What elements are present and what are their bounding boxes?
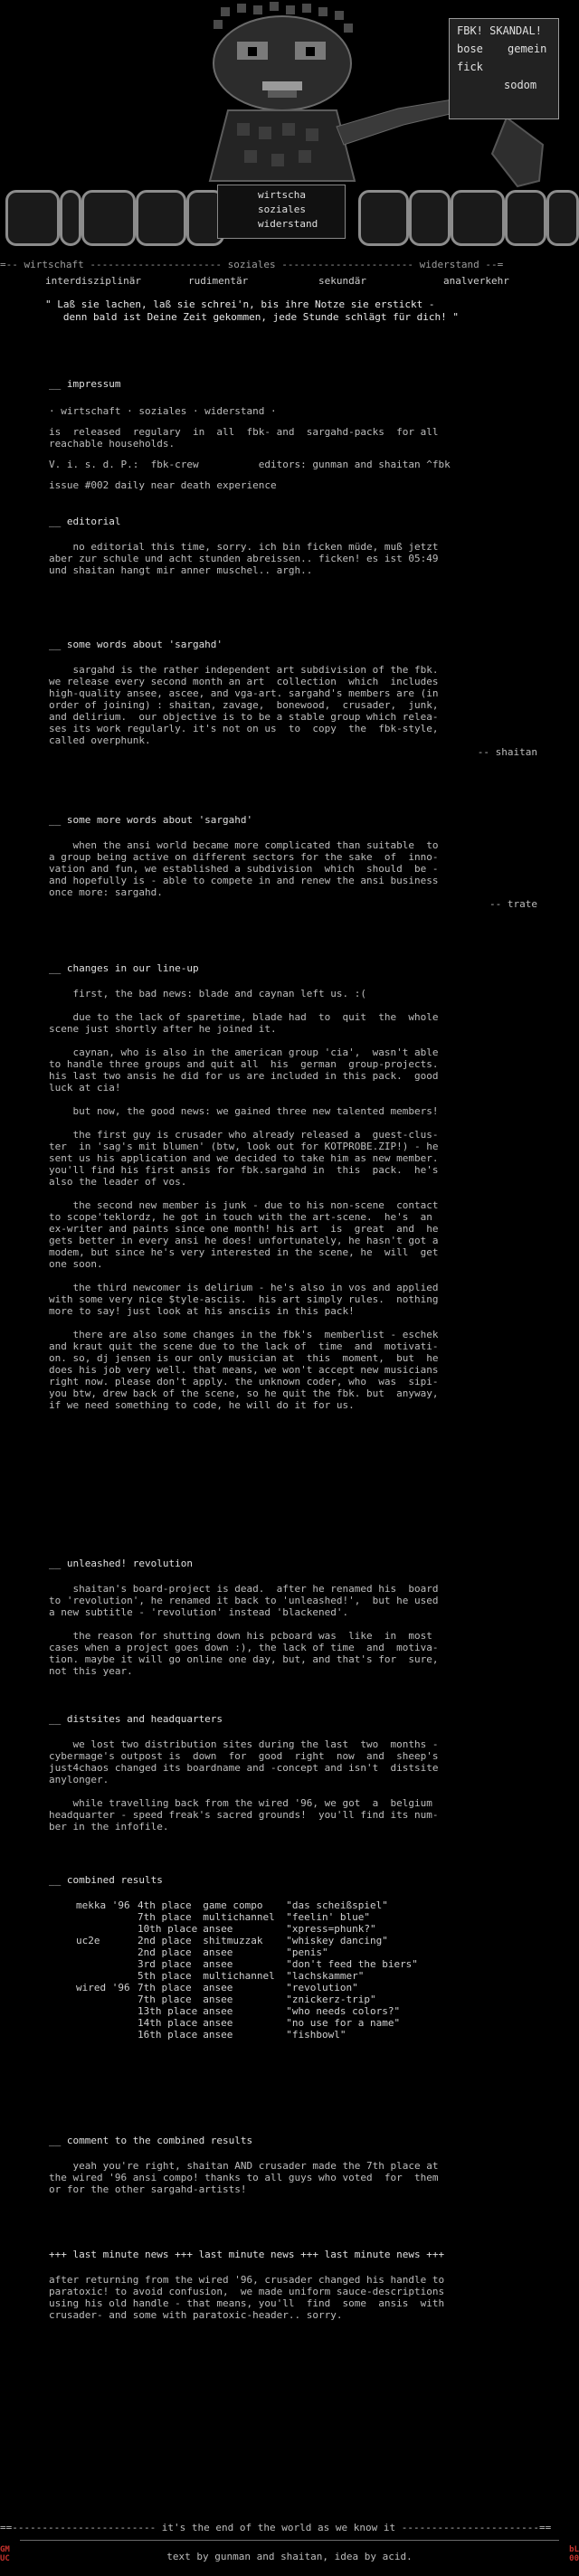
result-title: "who needs colors?" <box>286 2005 401 2017</box>
signature: -- shaitan <box>477 746 537 758</box>
last-minute-text: after returning from the wired '96, crusader changed his handle to paratoxic! to avoid confusion, we made uniform sauce-descriptions using his old handle - that means, you'll find some ansis with crusader- and some with paratoxic-header.. sorry. <box>49 2274 445 2321</box>
section-some-more-words <box>49 814 537 910</box>
result-place: 4th place <box>138 1899 192 1911</box>
section-combined-results <box>49 1874 537 2041</box>
unleashed-para: the reason for shutting down his pcboard was like in most cases when a project goes down :), the lack of time and motiva- tion. maybe it will go online one day, but, and that's for sure, not this year. <box>49 1630 439 1677</box>
result-compo: wired '96 <box>76 1982 130 1994</box>
section-title: __ some more words about 'sargahd' <box>49 814 253 826</box>
unleashed-para: shaitan's board-project is dead. after he renamed his board to 'revolution', he renamed it back to 'unleashed!', but he used a new subtitle - 'revolution' instead 'blackened'. <box>49 1583 439 1618</box>
result-category: ansee <box>203 1923 233 1935</box>
section-title: __ changes in our line-up <box>49 962 199 974</box>
section-title: __ distsites and headquarters <box>49 1713 223 1725</box>
corner-tag-left <box>0 2545 10 2563</box>
result-category: ansee <box>203 2017 233 2029</box>
result-category: ansee <box>203 2029 233 2041</box>
result-category: multichannel <box>203 1911 275 1923</box>
center-sign <box>217 185 346 239</box>
sign-line: gemein <box>508 43 547 55</box>
result-title: "revolution" <box>286 1982 358 1994</box>
section-distsites <box>49 1713 537 1833</box>
result-row <box>76 1958 423 1970</box>
result-compo <box>76 2029 138 2041</box>
result-title: "znickerz-trip" <box>286 1994 376 2005</box>
section-title: __ unleashed! revolution <box>49 1558 193 1569</box>
section-lineup <box>49 962 537 1411</box>
result-category: ansee <box>203 2005 233 2017</box>
result-category: multichannel <box>203 1970 275 1982</box>
result-compo <box>76 1911 138 1923</box>
result-title: "penis" <box>286 1946 328 1958</box>
result-title: "don't feed the biers" <box>286 1958 418 1970</box>
result-place: 3rd place <box>138 1958 192 1970</box>
lineup-para: there are also some changes in the fbk's memberlist - eschek and kraut quit the scene due to the lack of time and motivati- on. so, dj jensen is our only musician at this moment, but he does his job very well. that means, we won't accept new musicians right now. please don't apply. the unknown coder, who was sipi- you btw, drew back of the scene, so he quit the fbk. but anyway, if we need something to code, he will do it for us. <box>49 1329 439 1411</box>
sign-line: fick <box>457 61 483 73</box>
center-sign-line: soziales <box>258 204 306 215</box>
result-row <box>76 2005 423 2017</box>
center-sign-line: widerstand <box>258 218 318 230</box>
category-label: sekundär <box>318 275 366 287</box>
result-compo <box>76 2005 138 2017</box>
section-title: +++ last minute news +++ last minute news +++ last minute news +++ <box>49 2249 445 2260</box>
corner-text: 00 <box>569 2554 579 2563</box>
footer-credits: text by gunman and shaitan, idea by acid. <box>166 2551 413 2562</box>
result-title: "whiskey dancing" <box>286 1935 388 1946</box>
category-label: interdisziplinär <box>45 275 141 287</box>
result-category: shitmuzzak <box>203 1935 263 1946</box>
result-place: 13th place <box>138 2005 198 2017</box>
corner-tag-right <box>569 2545 579 2563</box>
sign-line: FBK! SKANDAL! <box>457 24 542 37</box>
corner-text: bL <box>569 2545 579 2554</box>
some-more-words-text: when the ansi world became more complicated than suitable to a group being active on different sectors for the sake of inno- vation and fun, we established a subdivision which should be - and hopefully is - able to compete in and renew the ansi business once more: sargahd. <box>49 839 439 898</box>
result-title: "fishbowl" <box>286 2029 346 2041</box>
result-row <box>76 2017 423 2029</box>
sign-line: sodom <box>504 79 537 91</box>
result-row <box>76 1923 423 1935</box>
result-category: ansee <box>203 1982 233 1994</box>
section-last-minute <box>49 2249 537 2321</box>
result-row <box>76 1946 423 1958</box>
comment-text: yeah you're right, shaitan AND crusader made the 7th place at the wired '96 ansi compo! thanks to all guys who voted for them or for the other sargahd-artists! <box>49 2160 439 2195</box>
footer-end-line: ==------------------------ it's the end of the world as we know it -----------------------== <box>0 2522 552 2533</box>
result-title: "no use for a name" <box>286 2017 401 2029</box>
result-title: "das scheißspiel" <box>286 1899 388 1911</box>
result-compo <box>76 1958 138 1970</box>
result-row <box>76 1899 423 1911</box>
result-place: 7th place <box>138 1911 192 1923</box>
result-row <box>76 1982 423 1994</box>
header-art <box>0 0 579 253</box>
lineup-para: due to the lack of sparetime, blade had to quit the whole scene just shortly after he joined it. <box>49 1011 439 1035</box>
signature: -- trate <box>489 898 537 910</box>
corner-text: UC <box>0 2554 10 2563</box>
category-label: rudimentär <box>188 275 249 287</box>
impressum-line: is released regulary in all fbk- and sargahd-packs for all reachable households. <box>49 426 439 450</box>
lineup-para: but now, the good news: we gained three new talented members! <box>49 1105 439 1117</box>
result-compo <box>76 1923 138 1935</box>
result-row <box>76 1994 423 2005</box>
result-category: ansee <box>203 1946 233 1958</box>
result-place: 2nd place <box>138 1946 192 1958</box>
results-table <box>76 1899 423 2041</box>
result-row <box>76 1970 423 1982</box>
section-comment <box>49 2135 537 2195</box>
some-words-text: sargahd is the rather independent art subdivision of the fbk. we release every second month an art collection which includes high-quality ansee, ascee, and vga-art. sargahd's members are (in order of joining) : shaitan, zavage, bonewood, crusader, junk, and delirium. our objective is to be a stable group which relea- ses its work regularly. it's not on us to copy the fbk-style, called overphunk. <box>49 664 439 746</box>
section-editorial <box>49 516 537 576</box>
result-place: 16th place <box>138 2029 198 2041</box>
distsites-para: we lost two distribution sites during the last two months - cybermage's outpost is down for good right now and sheep's just4chaos changed its boardname and -concept and isn't distsite anylonger. <box>49 1738 439 1785</box>
result-category: game compo <box>203 1899 263 1911</box>
result-title: "lachskammer" <box>286 1970 365 1982</box>
result-compo <box>76 1946 138 1958</box>
corner-text: GM <box>0 2545 10 2554</box>
result-place: 7th place <box>138 1982 192 1994</box>
impressum-line: V. i. s. d. P.: fbk-crew editors: gunman and shaitan ^fbk <box>49 459 451 470</box>
result-compo <box>76 1994 138 2005</box>
center-sign-line: wirtscha <box>258 189 306 201</box>
result-row <box>76 2029 423 2041</box>
result-category: ansee <box>203 1994 233 2005</box>
editorial-text: no editorial this time, sorry. ich bin ficken müde, muß jetzt aber zur schule und acht stunden abreissen.. ficken! es ist 05:49 und shaitan hangt mir anner muschel.. argh.. <box>49 541 439 576</box>
category-label: analverkehr <box>443 275 509 287</box>
distsites-para: while travelling back from the wired '96, we got a belgium headquarter - speed freak's sacred grounds! you'll find its num- ber in the infofile. <box>49 1797 439 1833</box>
result-compo <box>76 2017 138 2029</box>
result-compo: mekka '96 <box>76 1899 130 1911</box>
result-compo <box>76 1970 138 1982</box>
header-quote: " Laß sie lachen, laß sie schrei'n, bis ihre Notze sie erstickt - denn bald ist Deine Zeit gekommen, jede Stunde schlägt für dich! " <box>45 298 459 323</box>
lineup-para: caynan, who is also in the american group 'cia', wasn't able to handle three groups and quit all his german group-projects. his last two ansis he did for us are included in this pack. good luck at cia! <box>49 1046 439 1094</box>
section-title: __ comment to the combined results <box>49 2135 253 2146</box>
section-unleashed <box>49 1558 537 1677</box>
section-some-words <box>49 639 537 758</box>
lineup-para: the second new member is junk - due to his non-scene contact to scope'teklordz, he got in touch with the art-scene. he's an ex-writer and paints since one month! his art is great and he gets better in every ansi he does! unfortunately, he hasn't got a modem, but since he's very interested in the scene, he will get one soon. <box>49 1199 439 1270</box>
footer-divider <box>20 2540 559 2541</box>
result-place: 2nd place <box>138 1935 192 1946</box>
sign-line: bose <box>457 43 483 55</box>
lineup-para: first, the bad news: blade and caynan left us. :( <box>49 988 367 999</box>
result-title: "xpress=phunk?" <box>286 1923 376 1935</box>
impressum-line: issue #002 daily near death experience <box>49 479 277 491</box>
result-place: 14th place <box>138 2017 198 2029</box>
result-compo: uc2e <box>76 1935 100 1946</box>
impressum-line: · wirtschaft · soziales · widerstand · <box>49 405 277 417</box>
result-row <box>76 1911 423 1923</box>
header-rule: =-- wirtschaft ---------------------- soziales ---------------------- widerstand --= <box>0 259 504 270</box>
section-title: __ editorial <box>49 516 121 527</box>
result-place: 5th place <box>138 1970 192 1982</box>
skandal-sign <box>449 18 559 119</box>
result-place: 10th place <box>138 1923 198 1935</box>
result-category: ansee <box>203 1958 233 1970</box>
result-title: "feelin' blue" <box>286 1911 370 1923</box>
lineup-para: the third newcomer is delirium - he's also in vos and applied with some very nice $tyle-asciis. his art simply rules. nothing more to say! just look at his ansciis in this pack! <box>49 1282 439 1317</box>
section-title: __ impressum <box>49 378 121 390</box>
lineup-para: the first guy is crusader who already released a guest-clus- ter in 'sag's mit blumen' (btw, look out for KOTPROBE.ZIP!) - he sent us his application and we decided to take him as new member. you'll find his first ansis for fbk.sargahd in this pack. he's also the leader of vos. <box>49 1129 439 1188</box>
section-title: __ combined results <box>49 1874 163 1886</box>
result-place: 7th place <box>138 1994 192 2005</box>
section-impressum <box>49 378 537 491</box>
result-row <box>76 1935 423 1946</box>
section-title: __ some words about 'sargahd' <box>49 639 223 650</box>
